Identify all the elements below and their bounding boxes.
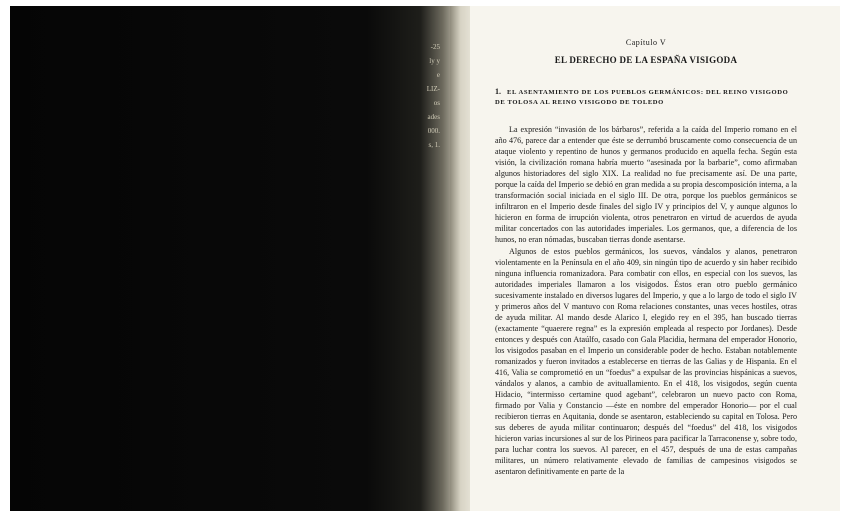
section-heading-text: EL ASENTAMIENTO DE LOS PUEBLOS GERMÁNICOS: DEL REINO VISIGODO DE TOLOSA AL REINO VISIGODO DE TOLEDO — [495, 89, 789, 106]
margin-fragment: ly y — [429, 57, 440, 65]
margin-fragment: e — [436, 71, 440, 79]
margin-fragment: os — [433, 99, 440, 107]
right-page-text-column — [495, 38, 797, 508]
chapter-title: EL DERECHO DE LA ESPAÑA VISIGODA — [554, 55, 738, 65]
body-paragraph: La expresión “invasión de los bárbaros”, referida a la caída del Imperio romano en el año 476, parece dar a entender que éste se derrumbó bruscamente como consecuencia de un ataque violento y repentino de hunos y germanos producido en aquella fecha. Según esta visión, la civilización romana habría muerto “asesinada por la barbarie”, como afirmaban algunos historiadores del siglo XIX. La realidad no fue precisamente así. De una parte, porque la caída del Imperio se debió en gran medida a su propia descomposición interna, a la transformación social iniciada en el siglo III. De otra, porque los pueblos germánicos se infiltraron en el Imperio desde finales del siglo IV y principios del V, y aunque algunos lo hicieron en forma de irrupción violenta, otros penetraron en virtud de acuerdos de ayuda militar concertados con las autoridades imperiales. Los germanos, que, a diferencia de los hunos, no eran nómadas, buscaban tierras donde asentarse. — [495, 125, 797, 245]
margin-fragment: s, 1. — [428, 141, 440, 149]
margin-fragment: 000. — [427, 127, 440, 135]
left-page-dark — [10, 6, 456, 511]
chapter-label: Capítulo V — [625, 38, 667, 47]
margin-fragment: LIZ- — [426, 85, 440, 93]
margin-fragment: -25 — [430, 43, 440, 51]
section-number: 1. — [495, 87, 501, 96]
left-page-margin-fragments — [418, 40, 440, 180]
section-heading — [495, 87, 797, 108]
margin-fragment: ades — [427, 113, 440, 121]
body-paragraph: Algunos de estos pueblos germánicos, los suevos, vándalos y alanos, penetraron violentamente en la Península en el año 409, sin ningún tipo de acuerdo y sin haber recibido ninguna influencia romanizadora. Para combatir con ellos, en especial con los suevos, las autoridades imperiales llamaron a los visigodos. Éstos eran otro pueblo germánico sucesivamente instalado en diversos lugares del Imperio, y que a lo largo de todo el siglo IV y primeros años del V mantuvo con Roma relaciones constantes, unas veces hostiles, otras de ayuda militar. Al mando desde Alarico I, elegido rey en el 395, han buscado tierras (exactamente “quaerere regna” es la expresión empleada al respecto por Jordanes). Desde entonces y después con Ataúlfo, casado con Gala Placidia, hermana del emperador Honorio, los visigodos pasaban en el Imperio un considerable poder de hecho. Estaban notablemente romanizados y fueron invitados a establecerse en tierras de las Galias y de Hispania. En el 416, Valia se comprometió en un “foedus” a expulsar de las provincias hispánicas a suevos, vándalos y alanos, a cambio de avituallamiento. En el 418, los visigodos, según cuenta Hidacio, “intermisso certamine quod agebant”, celebraron un nuevo pacto con Roma, firmado por Valia y Constancio —éste en nombre del emperador Honorio— por el cual recibieron tierras en Aquitania, donde se asentaron, estableciendo su capital en Tolosa. Pero sus deberes de ayuda militar continuaron; después del “foedus” del 418, los visigodos hicieron varias incursiones al sur de los Pirineos para pacificar la Tarraconense y, sobre todo, para luchar contra los suevos. Al parecer, en el 457, después de una de estas campañas militares, un número relativamente elevado de familias de campesinos visigodos se asentaron definitivamente en parte de la — [495, 246, 797, 477]
